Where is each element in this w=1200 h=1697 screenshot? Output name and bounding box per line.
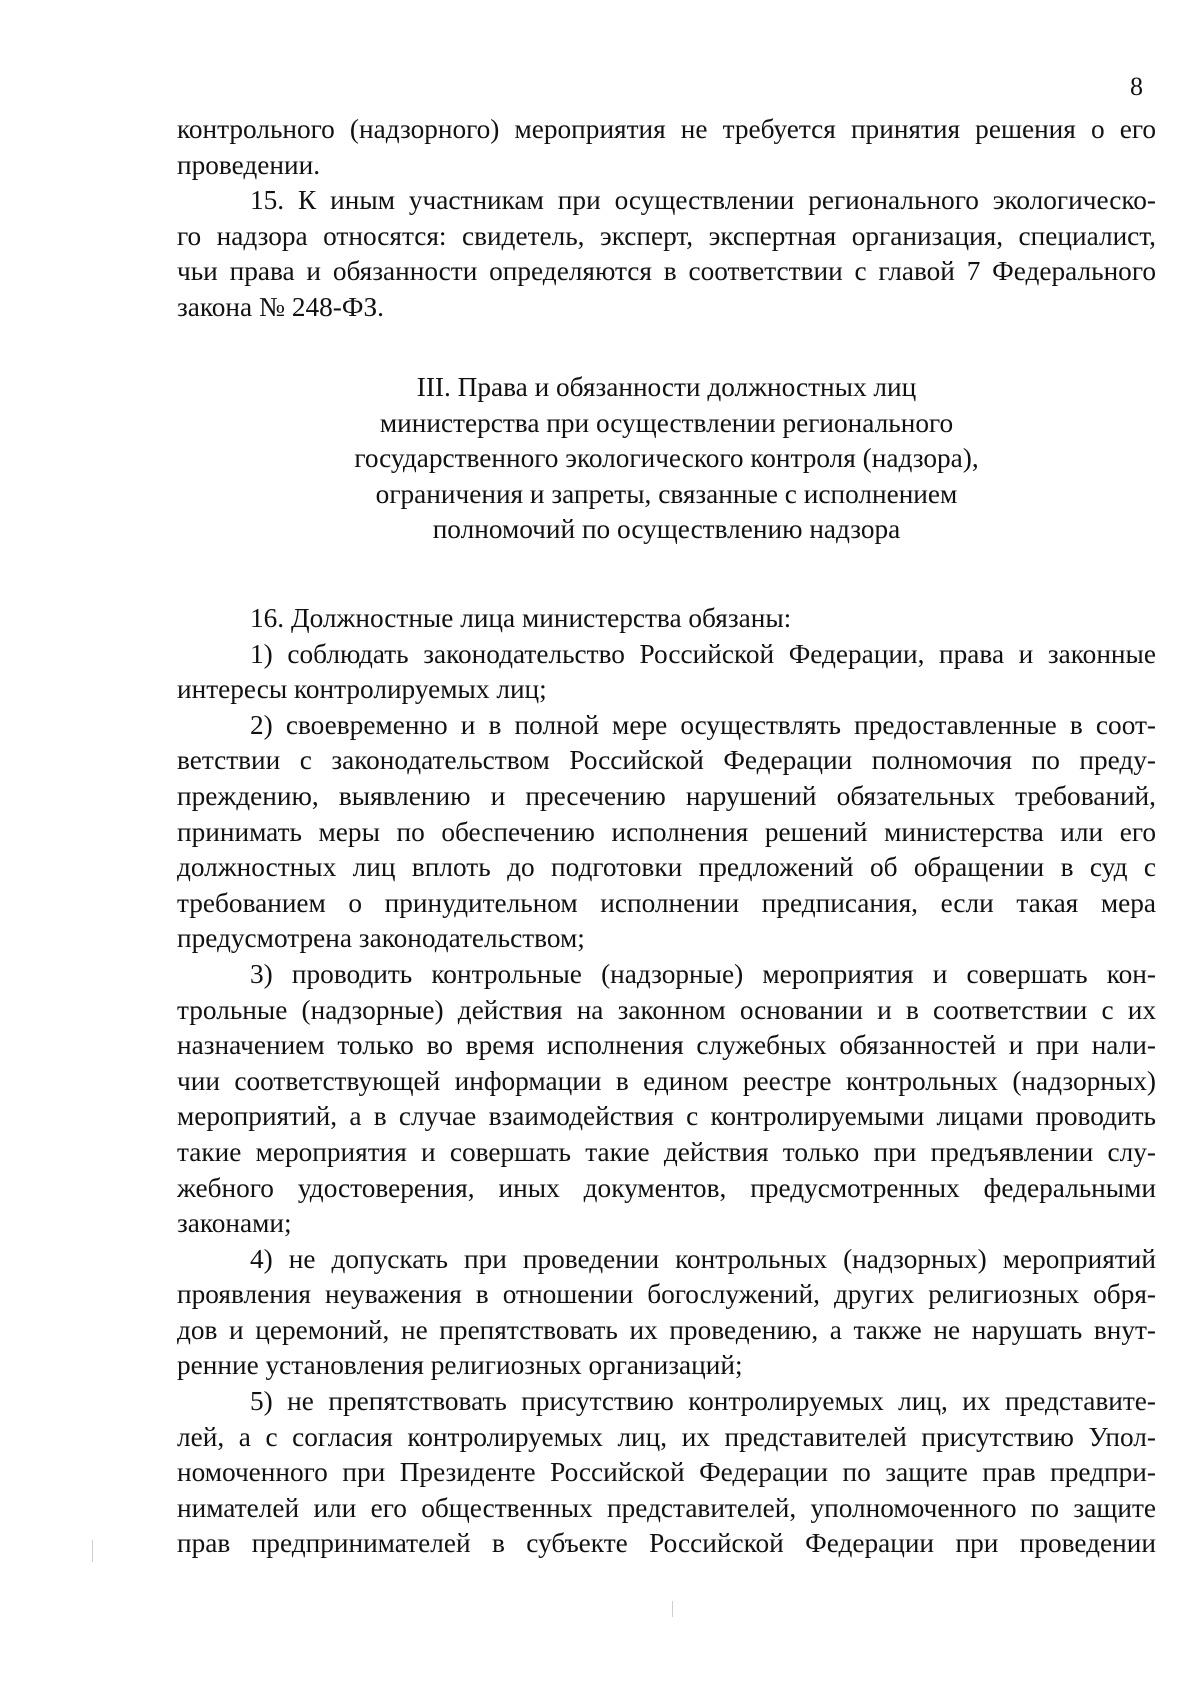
- heading-line: полномочий по осуществлению надзора: [432, 514, 901, 545]
- text-line: преждению, выявлению и пресечению нарушений обязательных требований,: [177, 780, 1156, 811]
- text-line: назначением только во время исполнения служебных обязанностей и при нали-: [177, 1030, 1156, 1061]
- text-line: ренние установления религиозных организаций;: [177, 1350, 743, 1381]
- text-line: лей, а с согласия контролируемых лиц, их представителей присутствию Упол-: [177, 1421, 1156, 1452]
- item-15-paragraph: [177, 183, 1156, 325]
- text-line: принимать меры по обеспечению исполнения решений министерства или его: [177, 816, 1156, 847]
- text-line: законами;: [177, 1208, 292, 1239]
- scan-speck: [92, 1540, 93, 1562]
- heading-line: ограничения и запреты, связанные с исполнением: [375, 478, 958, 509]
- text-line: 3) проводить контрольные (надзорные) мероприятия и совершать кон-: [250, 958, 1156, 989]
- text-line: контрольного (надзорного) мероприятия не требуется принятия решения о его: [177, 114, 1156, 144]
- text-line: дов и церемоний, не препятствовать их проведению, а также не нарушать внут-: [177, 1314, 1156, 1345]
- text-line: го надзора относятся: свидетель, эксперт, экспертная организация, специалист,: [177, 220, 1156, 251]
- section-heading-iii: [177, 370, 1156, 548]
- heading-line: III. Права и обязанности должностных лиц: [416, 372, 917, 402]
- text-line: 5) не препятствовать присутствию контролируемых лиц, их представите-: [250, 1386, 1156, 1417]
- text-line: интересы контролируемых лиц;: [177, 674, 547, 705]
- text-line: прав предпринимателей в субъекте Российской Федерации при проведении: [177, 1528, 1156, 1559]
- text-line: номоченного при Президенте Российской Федерации по защите прав предпри-: [177, 1457, 1156, 1488]
- text-line: 4) не допускать при проведении контрольных (надзорных) мероприятий: [250, 1243, 1156, 1274]
- text-line: проведении.: [177, 149, 321, 180]
- heading-line: министерства при осуществлении регионального: [379, 407, 954, 438]
- text-line: закона № 248-ФЗ.: [177, 291, 384, 322]
- scan-speck: [672, 1601, 673, 1617]
- intro-paragraph: [177, 112, 1156, 183]
- item-16-paragraph: [177, 601, 1156, 1562]
- text-line: чьи права и обязанности определяются в соответствии с главой 7 Федерального: [177, 256, 1156, 287]
- text-line: 2) своевременно и в полной мере осуществлять предоставленные в соот-: [250, 709, 1156, 740]
- text-line: требованием о принудительном исполнении предписания, если такая мера: [177, 887, 1156, 918]
- text-line: ветствии с законодательством Российской Федерации полномочия по преду-: [177, 745, 1156, 776]
- text-line: трольные (надзорные) действия на законном основании и в соответствии с их: [177, 994, 1156, 1025]
- text-line: проявления неуважения в отношении богослужений, других религиозных обря-: [177, 1279, 1156, 1310]
- text-line: мероприятий, а в случае взаимодействия с контролируемыми лицами проводить: [177, 1101, 1156, 1132]
- text-line: предусмотрена законодательством;: [177, 923, 585, 954]
- text-line: нимателей или его общественных представителей, уполномоченного по защите: [177, 1492, 1156, 1523]
- text-line: 1) соблюдать законодательство Российской Федерации, права и законные: [250, 638, 1156, 669]
- text-line: 15. К иным участникам при осуществлении регионального экологическо-: [250, 185, 1156, 215]
- text-line: должностных лиц вплоть до подготовки предложений об обращении в суд с: [177, 852, 1156, 883]
- page-number: 8: [1130, 72, 1143, 101]
- text-line: 16. Должностные лица министерства обязаны:: [250, 603, 792, 633]
- text-line: такие мероприятия и совершать такие действия только при предъявлении слу-: [177, 1136, 1156, 1167]
- heading-line: государственного экологического контроля (надзора),: [354, 443, 979, 474]
- text-line: жебного удостоверения, иных документов, предусмотренных федеральными: [177, 1172, 1156, 1203]
- text-line: чии соответствующей информации в едином реестре контрольных (надзорных): [177, 1065, 1156, 1096]
